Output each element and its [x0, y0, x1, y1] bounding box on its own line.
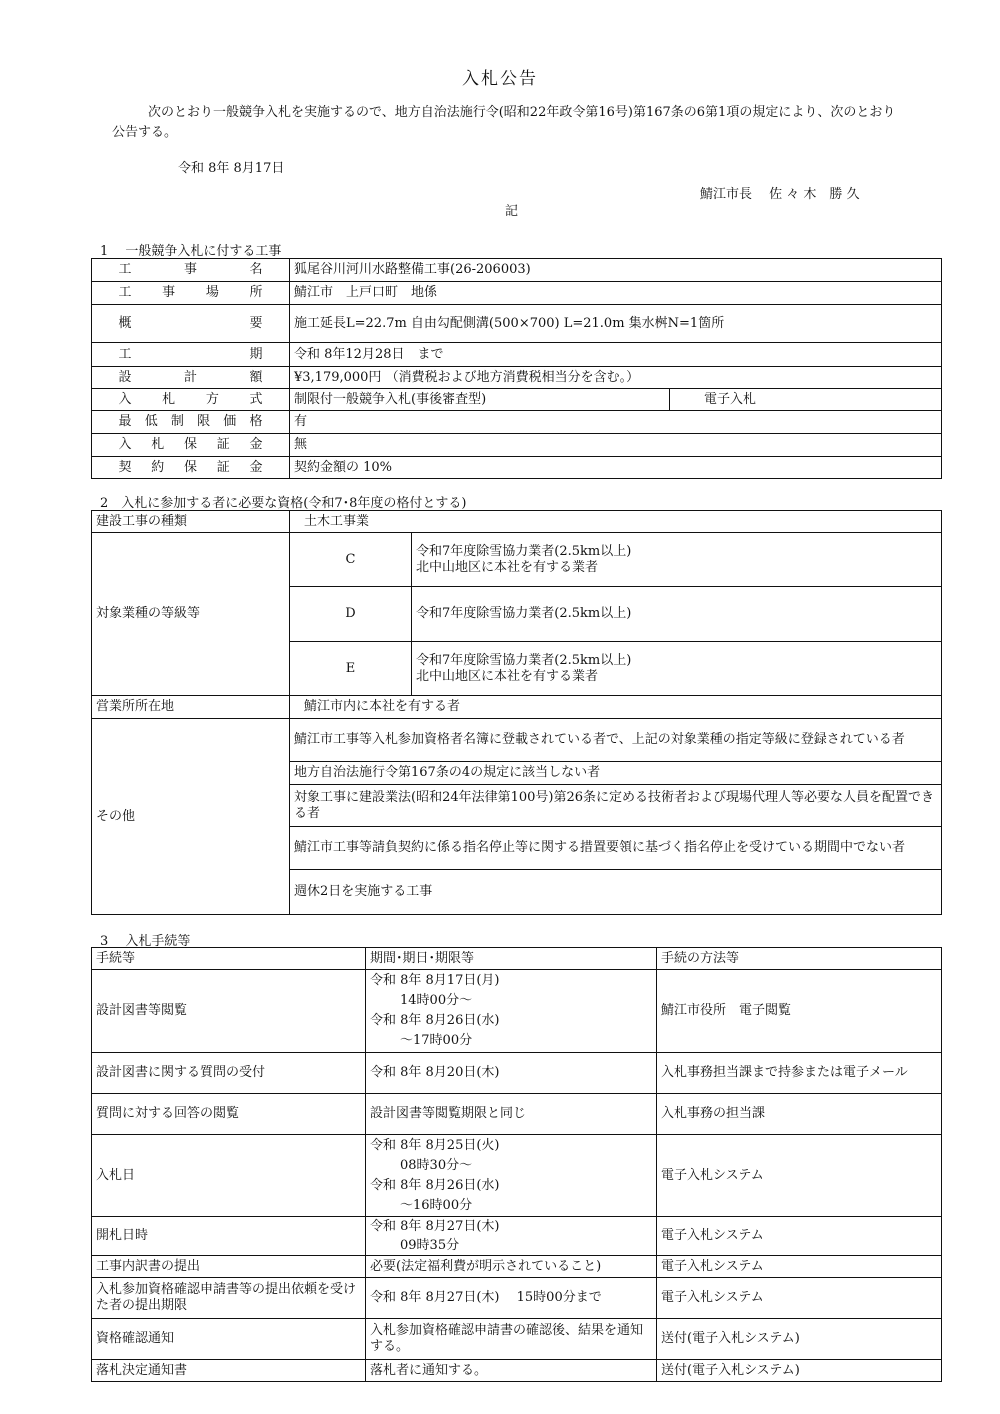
procedure-name: 入札参加資格確認申請書等の提出依頼を受けた者の提出期限	[92, 1278, 366, 1319]
row-label: 対象業種の等級等	[92, 533, 290, 696]
procedure-name: 資格確認通知	[92, 1319, 366, 1360]
row-label: 工事場所	[118, 285, 263, 300]
row-value: ¥3,179,000円 （消費税および地方消費税相当分を含む。）	[290, 367, 942, 389]
ki-mark: 記	[505, 204, 519, 219]
procedure-name: 設計図書等閲覧	[92, 970, 366, 1053]
row-label: 工期	[118, 346, 263, 362]
row-value: 無	[290, 434, 942, 457]
table-row	[92, 1135, 942, 1217]
section1-heading: 1 一般競争入札に付する工事	[100, 244, 282, 259]
row-value: 鯖江市 上戸口町 地係	[290, 282, 942, 305]
row-value: 施工延長L=22.7m 自由勾配側溝(500×700) L=21.0m 集水桝N=1箇所	[290, 305, 942, 343]
row-label: 工事名	[118, 262, 263, 277]
row-value: 令和 8年12月28日 まで	[290, 343, 942, 367]
procedure-method: 電子入札システム	[657, 1278, 942, 1319]
procedure-method: 電子入札システム	[657, 1256, 942, 1278]
procedure-table	[91, 947, 942, 1382]
grade-desc-line: 令和7年度除雪協力業者(2.5km以上)	[416, 652, 632, 668]
section2-heading: 2 入札に参加する者に必要な資格(令和7･8年度の格付とする)	[100, 496, 467, 511]
procedure-method: 電子入札システム	[657, 1217, 942, 1256]
procedure-method: 送付(電子入札システム)	[657, 1360, 942, 1382]
intro-text	[112, 103, 902, 143]
period-line: 令和 8年 8月27日(木) 15時00分まで	[366, 1278, 657, 1319]
other-requirement: 週休2日を実施する工事	[290, 870, 942, 915]
row-value: 狐尾谷川河川水路整備工事(26-206003)	[290, 259, 942, 282]
row-value: 有	[290, 411, 942, 434]
procedure-name: 設計図書に関する質問の受付	[92, 1053, 366, 1094]
period-line: 令和 8年 8月25日(火)	[370, 1137, 500, 1153]
row-value: 土木工事業	[290, 511, 942, 533]
table-row	[92, 343, 942, 367]
table-row	[92, 1319, 942, 1360]
period-line: 令和 8年 8月27日(木)	[370, 1219, 500, 1234]
row-value-secondary: 電子入札	[670, 389, 942, 411]
procedure-method: 入札事務の担当課	[657, 1094, 942, 1135]
table-row	[92, 282, 942, 305]
qualification-table	[91, 510, 942, 915]
period-line: 09時35分	[400, 1238, 460, 1253]
table-row	[92, 1360, 942, 1382]
period-line: 08時30分～	[400, 1157, 473, 1173]
period-line: 入札参加資格確認申請書の確認後、結果を通知する。	[366, 1319, 657, 1360]
column-header: 期間･期日･期限等	[366, 948, 657, 970]
table-row	[92, 457, 942, 479]
page-title: 入札公告	[462, 69, 538, 89]
row-label: 建設工事の種類	[92, 511, 290, 533]
row-label: 営業所所在地	[92, 696, 290, 719]
period-line: 令和 8年 8月17日(月)	[370, 973, 500, 988]
table-row	[92, 970, 942, 1053]
row-value: 制限付一般競争入札(事後審査型)	[290, 389, 670, 411]
table-row	[92, 367, 942, 389]
row-value: 契約金額の 10%	[290, 457, 942, 479]
column-header: 手続の方法等	[657, 948, 942, 970]
table-row	[92, 511, 942, 533]
table-row	[92, 1094, 942, 1135]
grade-letter: C	[290, 533, 412, 587]
row-label: 入札保証金	[118, 437, 263, 452]
intro-body: 次のとおり一般競争入札を実施するので、地方自治法施行令(昭和22年政令第16号)第167条の6第1項の規定により、次のとおり公告する。	[112, 105, 896, 140]
procedure-name: 入札日	[92, 1135, 366, 1217]
grade-desc-line: 令和7年度除雪協力業者(2.5km以上)	[416, 543, 632, 559]
row-label: 概要	[118, 315, 263, 331]
period-line: 14時00分～	[400, 993, 473, 1008]
table-row	[92, 1278, 942, 1319]
grade-letter: E	[290, 642, 412, 696]
grade-desc-line: 令和7年度除雪協力業者(2.5km以上)	[416, 606, 632, 621]
table-row	[92, 1053, 942, 1094]
notice-date: 令和 8年 8月17日	[178, 161, 285, 176]
procedure-method: 電子入札システム	[657, 1135, 942, 1217]
period-line: 令和 8年 8月26日(水)	[370, 1013, 500, 1028]
table-row	[92, 533, 942, 587]
grade-letter: D	[290, 587, 412, 642]
table-row	[92, 389, 942, 411]
procedure-name: 開札日時	[92, 1217, 366, 1256]
table-row	[92, 696, 942, 719]
column-header: 手続等	[92, 948, 366, 970]
procedure-method: 入札事務担当課まで持参または電子メール	[657, 1053, 942, 1094]
other-requirement: 鯖江市工事等入札参加資格者名簿に登載されている者で、上記の対象業種の指定等級に登録されている者	[290, 719, 942, 762]
procedure-method: 送付(電子入札システム)	[657, 1319, 942, 1360]
procedure-name: 工事内訳書の提出	[92, 1256, 366, 1278]
other-requirement: 対象工事に建設業法(昭和24年法律第100号)第26条に定める技術者および現場代理人等必要な人員を配置できる者	[290, 785, 942, 827]
row-value: 鯖江市内に本社を有する者	[290, 696, 942, 719]
row-label: 入札方式	[118, 391, 263, 407]
grade-desc-line: 北中山地区に本社を有する業者	[416, 559, 599, 575]
period-line: ～17時00分	[400, 1033, 473, 1048]
other-requirement: 地方自治法施行令第167条の4の規定に該当しない者	[290, 762, 942, 785]
construction-table	[91, 258, 942, 479]
period-line: ～16時00分	[400, 1197, 473, 1213]
section3-heading: 3 入札手続等	[100, 934, 191, 949]
period-line: 落札者に通知する。	[366, 1360, 657, 1382]
row-label: 最低制限価格	[118, 414, 263, 429]
other-requirement: 鯖江市工事等請負契約に係る指名停止等に関する措置要領に基づく指名停止を受けている期間中でない者	[290, 827, 942, 870]
table-row	[92, 1217, 942, 1256]
table-row	[92, 1256, 942, 1278]
table-row	[92, 411, 942, 434]
mayor-signature: 鯖江市長 佐 々 木 勝 久	[700, 187, 860, 202]
procedure-method: 鯖江市役所 電子閲覧	[657, 970, 942, 1053]
grade-desc-line: 北中山地区に本社を有する業者	[416, 668, 599, 684]
procedure-name: 質問に対する回答の閲覧	[92, 1094, 366, 1135]
row-label: 契約保証金	[118, 459, 263, 475]
table-row	[92, 719, 942, 762]
period-line: 必要(法定福利費が明示されていること)	[366, 1256, 657, 1278]
table-header-row	[92, 948, 942, 970]
row-label: 設計額	[118, 369, 263, 385]
period-line: 令和 8年 8月26日(水)	[370, 1177, 500, 1193]
table-row	[92, 259, 942, 282]
row-label: その他	[92, 719, 290, 915]
procedure-name: 落札決定通知書	[92, 1360, 366, 1382]
table-row	[92, 434, 942, 457]
period-line: 設計図書等閲覧期限と同じ	[366, 1094, 657, 1135]
period-line: 令和 8年 8月20日(木)	[366, 1053, 657, 1094]
table-row	[92, 305, 942, 343]
